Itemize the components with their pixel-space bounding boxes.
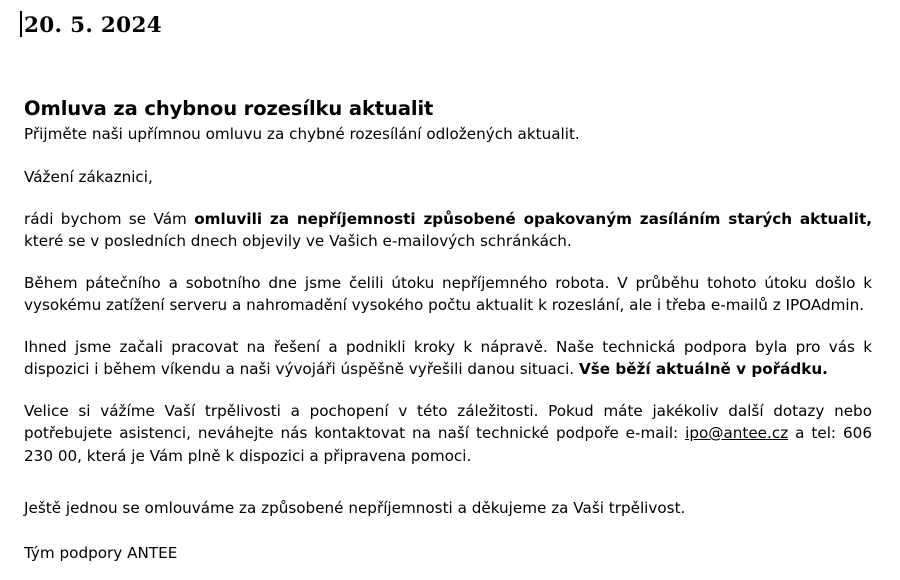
- paragraph-apology: [24, 208, 872, 253]
- document-body: [24, 144, 872, 542]
- spacer-1: [24, 189, 872, 208]
- paragraph-resolution-lead: Ihned jsme začali pracovat na řešení a podnikli kroky k nápravě. Naše technická podpora byla pro vás k dispozici i během víkendu a naši vývojáři úspěšně vyřešili danou situaci.: [24, 337, 872, 378]
- paragraph-apology-lead: rádi bychom se Vám: [24, 209, 195, 228]
- spacer-6: [24, 520, 872, 542]
- paragraph-resolution: [24, 336, 872, 381]
- spacer-2: [24, 253, 872, 272]
- spacer-before-salutation: [24, 144, 872, 166]
- paragraph-contact-lead: Velice si vážíme Vaší trpělivosti a pochopení v této záležitosti. Pokud máte jakékoliv další dotazy nebo potřebujete asistenci, neváhejte nás kontaktovat na naší technické podpoře e-mail:: [24, 401, 872, 442]
- spacer-after-date: [20, 39, 872, 97]
- paragraph-apology-bold: omluvili za nepříjemnosti způsobené opakovaným zasíláním starých aktualit,: [194, 209, 873, 228]
- paragraph-contact-mid: a tel: 606 230 00,: [24, 424, 872, 465]
- document-title: Omluva za chybnou rozesílku aktualit: [24, 97, 434, 120]
- paragraph-contact: [24, 400, 872, 468]
- spacer-3: [24, 317, 872, 336]
- paragraph-resolution-bold: Vše běží aktuálně v pořádku.: [578, 360, 828, 378]
- paragraph-incident: Během pátečního a sobotního dne jsme čelili útoku nepříjemného robota. V průběhu tohoto útoku došlo k vysokému zatížení serveru a nahromadění vysokého počtu aktualit k rozeslání, ale i třeba e-mailů z IPOAdmin.: [24, 273, 872, 314]
- paragraph-closing: Ještě jednou se omlouváme za způsobené nepříjemnosti a děkujeme za Vaši trpělivost.: [24, 499, 686, 517]
- paragraph-salutation: Vážení zákaznici,: [24, 168, 153, 186]
- document-subtitle: Přijměte naši upřímnou omluvu za chybné rozesílání odložených aktualit.: [24, 125, 580, 143]
- signature: Tým podpory ANTEE: [24, 543, 178, 562]
- document-date: 20. 5. 2024: [24, 13, 162, 38]
- paragraph-apology-tail: které se v posledních dnech objevily ve Vašich e-mailových schránkách.: [24, 232, 572, 250]
- support-email-link[interactable]: ipo@antee.cz: [685, 424, 789, 442]
- spacer-5: [24, 467, 872, 497]
- spacer-4: [24, 381, 872, 400]
- text-cursor: [20, 11, 22, 37]
- paragraph-contact-tail: která je Vám plně k dispozici a připravena pomoci.: [86, 446, 472, 465]
